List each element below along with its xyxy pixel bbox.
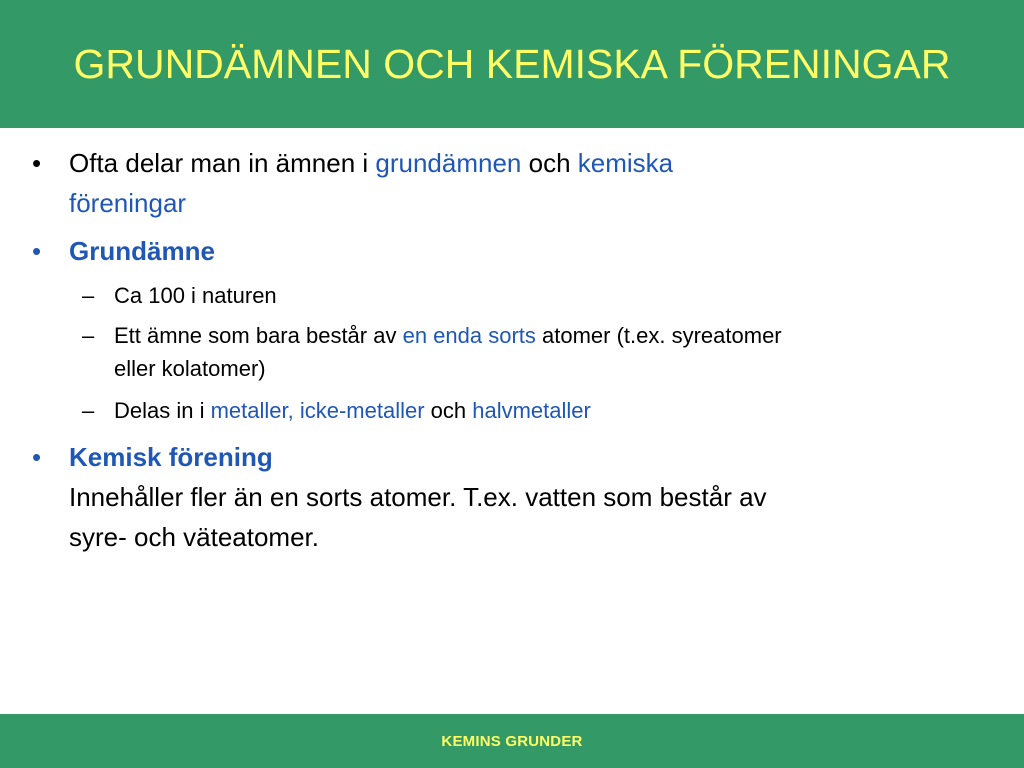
dash-marker: –: [82, 323, 95, 348]
term-grundamnen: grundämnen: [375, 148, 522, 178]
heading-kemisk-forening: Kemisk förening: [69, 442, 273, 472]
sub-bullet-3: [114, 398, 591, 424]
sub-bullet-2-text: Ett ämne som bara består av: [114, 323, 403, 348]
term-foreningar: föreningar: [69, 188, 187, 218]
footer-label: KEMINS GRUNDER: [441, 732, 583, 750]
dash-marker: –: [82, 398, 95, 423]
slide-body: [0, 128, 1024, 714]
bullet-marker: •: [32, 236, 42, 266]
dash-marker: –: [82, 283, 95, 308]
term-en-enda-sorts: en enda sorts: [402, 323, 536, 348]
kemisk-forening-line-2: syre- och väteatomer.: [69, 522, 319, 552]
kemisk-forening-line-1: Innehåller fler än en sorts atomer. T.ex. vatten som består av: [69, 482, 767, 512]
bullet-1-line-1: [69, 148, 673, 179]
bullet-marker: •: [32, 442, 42, 472]
sub-bullet-2-text-end: atomer (t.ex. syreatomer: [535, 323, 782, 348]
sub-bullet-1: Ca 100 i naturen: [114, 283, 277, 308]
heading-grundamne: Grundämne: [69, 236, 215, 266]
sub-bullet-3-text: Delas in i: [114, 398, 211, 423]
sub-bullet-3-och: och: [424, 398, 473, 423]
bullet-marker: •: [32, 148, 42, 178]
term-metaller: metaller, icke-metaller: [210, 398, 425, 423]
slide-title: GRUNDÄMNEN OCH KEMISKA FÖRENINGAR: [73, 40, 951, 87]
bullet-1-text: Ofta delar man in ämnen i: [69, 148, 376, 178]
term-halvmetaller: halvmetaller: [472, 398, 591, 423]
sub-bullet-2-line-1: [114, 323, 782, 349]
footer-bar: [0, 714, 1024, 768]
term-kemiska: kemiska: [577, 148, 674, 178]
sub-bullet-2-line-2: eller kolatomer): [114, 356, 266, 381]
bullet-1-och: och: [521, 148, 578, 178]
title-bar: [0, 0, 1024, 128]
